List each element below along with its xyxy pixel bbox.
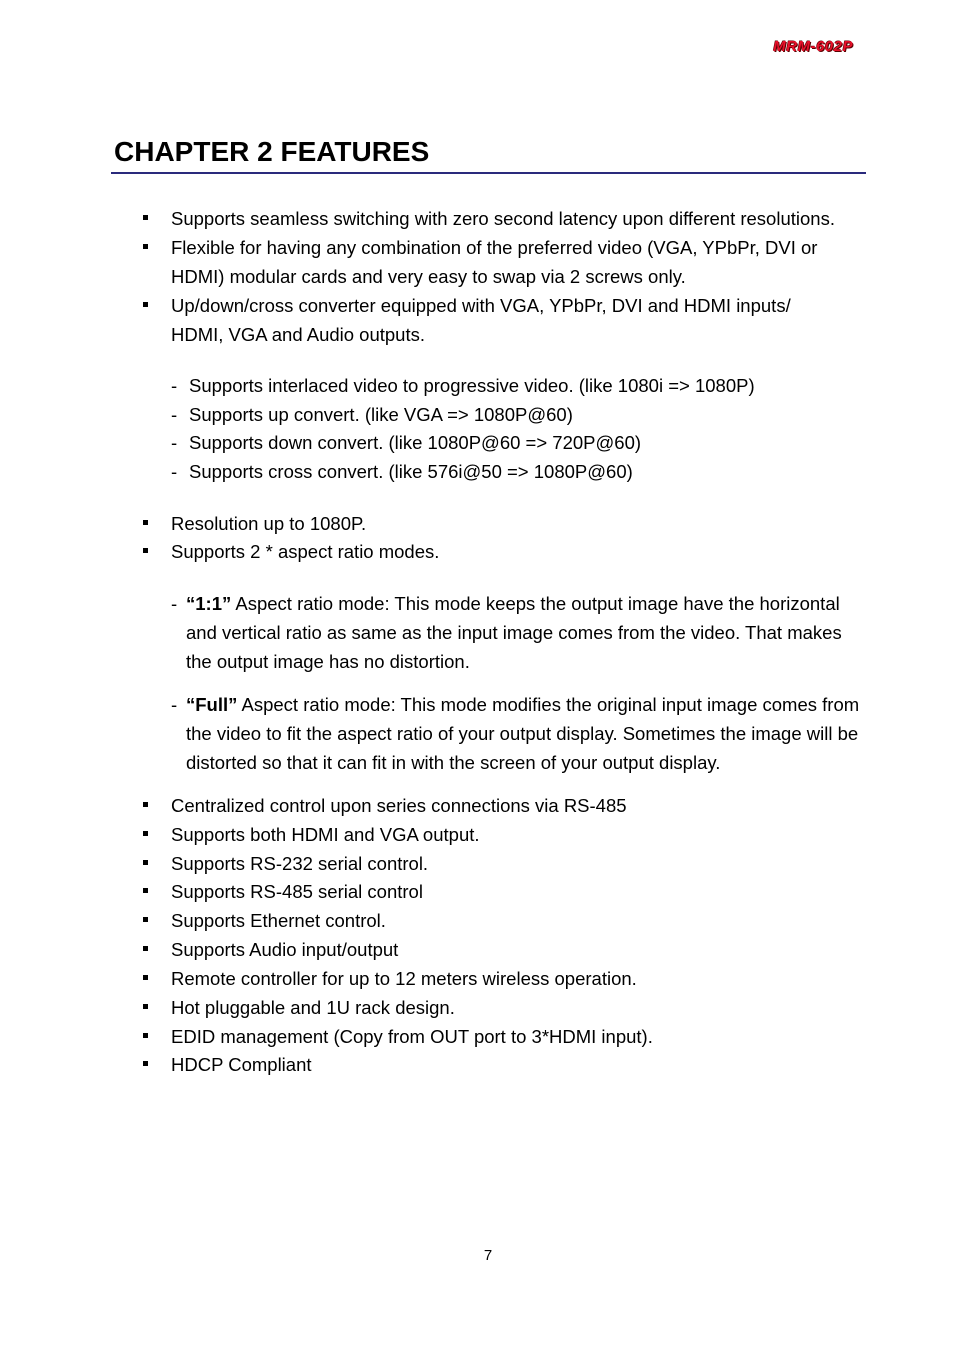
converter-item: - Supports down convert. (like 1080P@60 => 720P@60): [171, 432, 642, 453]
aspect-mode-label: “Full”: [186, 694, 238, 715]
feature-item: Supports seamless switching with zero second latency upon different resolutions.: [171, 204, 871, 233]
aspect-mode-1-1: - “1:1” Aspect ratio mode: This mode keeps the output image have the horizontal and vertical ratio as same as the input image comes from the video. That makes the output image has no distortion.: [171, 593, 842, 672]
aspect-mode-text: Aspect ratio mode: This mode modifies the original input image comes from the video to fit the aspect ratio of your output display. Sometimes the image will be distorted so that it can fit in with the screen of your output display.: [186, 694, 860, 773]
feature-item: Supports RS-485 serial control: [171, 877, 871, 906]
aspect-mode-full: - “Full” Aspect ratio mode: This mode modifies the original input image comes from the video to fit the aspect ratio of your output display. Sometimes the image will be distorted so that it can fit in with the screen of your output display.: [171, 694, 860, 773]
title-divider: [111, 172, 866, 174]
feature-item: Remote controller for up to 12 meters wireless operation.: [171, 964, 871, 993]
feature-item: Supports RS-232 serial control.: [171, 849, 871, 878]
feature-item: Supports Ethernet control.: [171, 906, 871, 935]
feature-item: Supports 2 * aspect ratio modes.: [171, 537, 871, 566]
converter-item: - Supports interlaced video to progressive video. (like 1080i => 1080P): [171, 375, 755, 396]
feature-item: Supports both HDMI and VGA output.: [171, 820, 871, 849]
feature-item: HDCP Compliant: [171, 1050, 871, 1079]
converter-item: - Supports up convert. (like VGA => 1080P@60): [171, 404, 573, 425]
feature-item: EDID management (Copy from OUT port to 3*HDMI input).: [171, 1022, 871, 1051]
aspect-mode-label: “1:1”: [186, 593, 232, 614]
aspect-mode-text: Aspect ratio mode: This mode keeps the output image have the horizontal and vertical ratio as same as the input image comes from the video. That makes the output image has no distortion.: [186, 593, 842, 672]
chapter-title: CHAPTER 2 FEATURES: [114, 136, 430, 167]
feature-item: Resolution up to 1080P.: [171, 509, 871, 538]
converter-item: - Supports cross convert. (like 576i@50 => 1080P@60): [171, 461, 633, 482]
feature-item: Centralized control upon series connections via RS-485: [171, 791, 871, 820]
feature-item: Up/down/cross converter equipped with VGA, YPbPr, DVI and HDMI inputs/ HDMI, VGA and Audio outputs.: [171, 291, 831, 349]
feature-item: Supports Audio input/output: [171, 935, 871, 964]
model-logo: MRM-602P: [773, 38, 853, 55]
page-number: 7: [483, 1247, 493, 1264]
feature-item: Flexible for having any combination of the preferred video (VGA, YPbPr, DVI or HDMI) modular cards and very easy to swap via 2 screws only.: [171, 233, 861, 291]
feature-item: Hot pluggable and 1U rack design.: [171, 993, 871, 1022]
